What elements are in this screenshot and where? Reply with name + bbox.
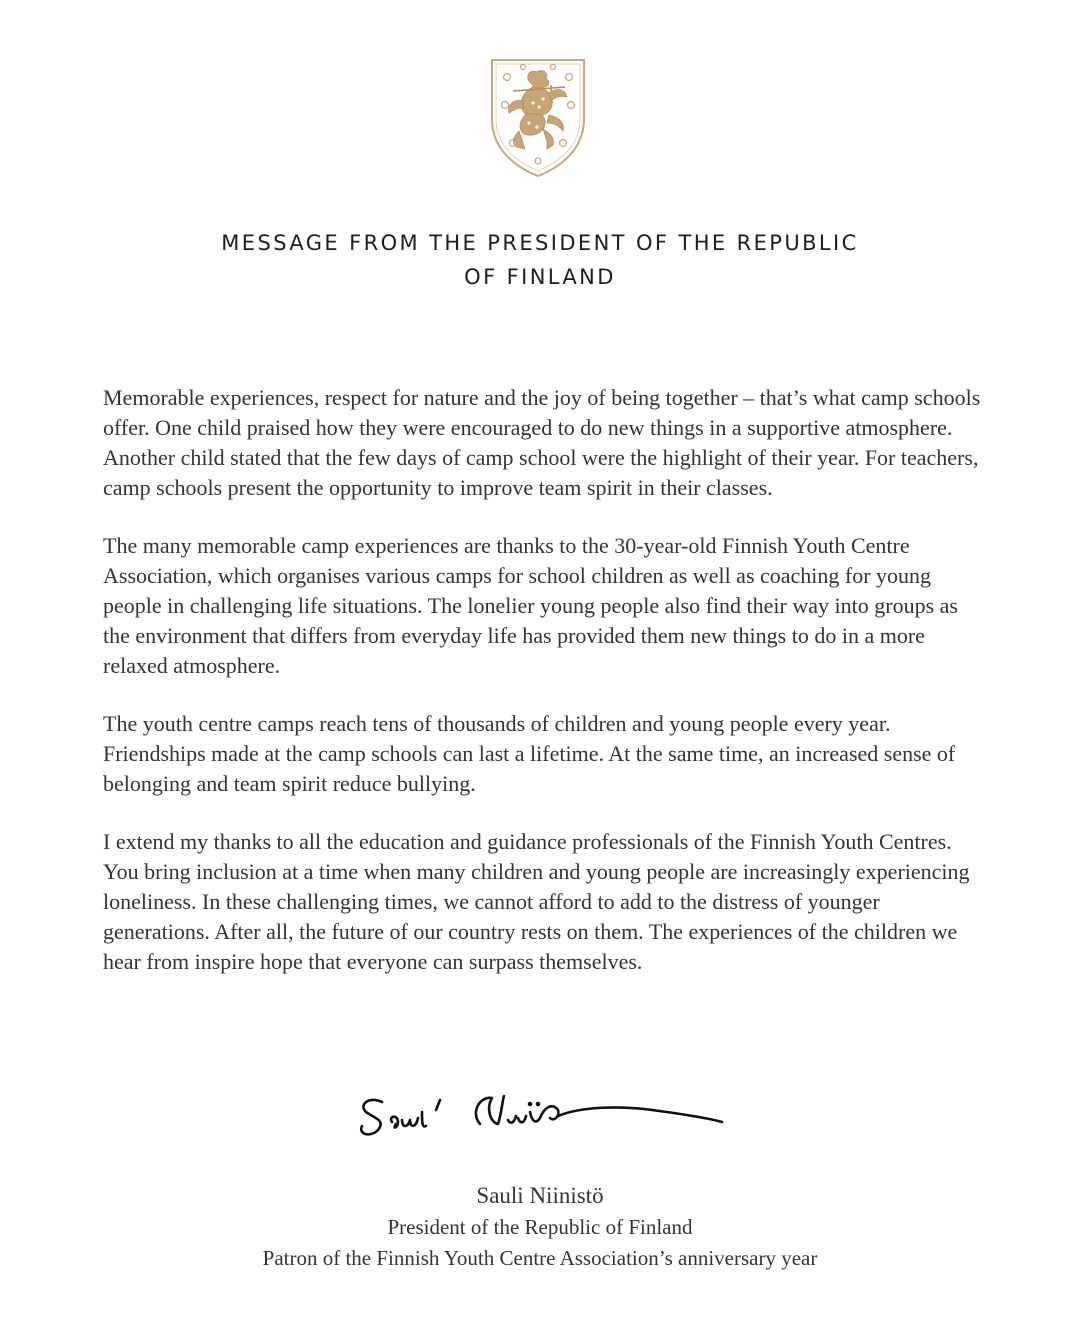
signatory-title: President of the Republic of Finland: [387, 1215, 693, 1239]
signatory-role: Patron of the Finnish Youth Centre Association’s anniversary year: [262, 1246, 818, 1270]
title-line-2: OF FINLAND: [464, 265, 616, 289]
paragraph-3: The youth centre camps reach tens of thousands of children and young people every year. Friendships made at the camp schools can last a lifetime. At the same time, an increased sense of belonging and team spirit reduce bullying.: [103, 711, 956, 796]
signature-block: [140, 1180, 940, 1274]
signatory-name: Sauli Niinistö: [476, 1183, 604, 1208]
coat-of-arms-icon: [489, 57, 587, 179]
paragraph-1: Memorable experiences, respect for nature and the joy of being together – that’s what camp schools offer. One child praised how they were encouraged to do new things in a supportive atmosphere. Another child stated that the few days of camp school were the highlight of their year. For teachers, camp schools present the opportunity to improve team spirit in their classes.: [103, 385, 981, 500]
paragraph-4: I extend my thanks to all the education and guidance professionals of the Finnish Youth Centres. You bring inclusion at a time when many children and young people are increasingly experiencing loneliness. In these challenging times, we cannot afford to add to the distress of younger generations. After all, the future of our country rests on them. The experiences of the children we hear from inspire hope that everyone can surpass themselves.: [103, 829, 970, 974]
page-title: [90, 226, 990, 294]
paragraph-2: The many memorable camp experiences are thanks to the 30-year-old Finnish Youth Centre Association, which organises various camps for school children as well as coaching for young people in challenging life situations. The lonelier young people also find their way into groups as the environment that differs from everyday life has provided them new things to do in a more relaxed atmosphere.: [103, 533, 958, 678]
message-body: [103, 383, 988, 1005]
handwritten-signature: [352, 1082, 728, 1152]
title-line-1: MESSAGE FROM THE PRESIDENT OF THE REPUBLIC: [221, 231, 859, 255]
